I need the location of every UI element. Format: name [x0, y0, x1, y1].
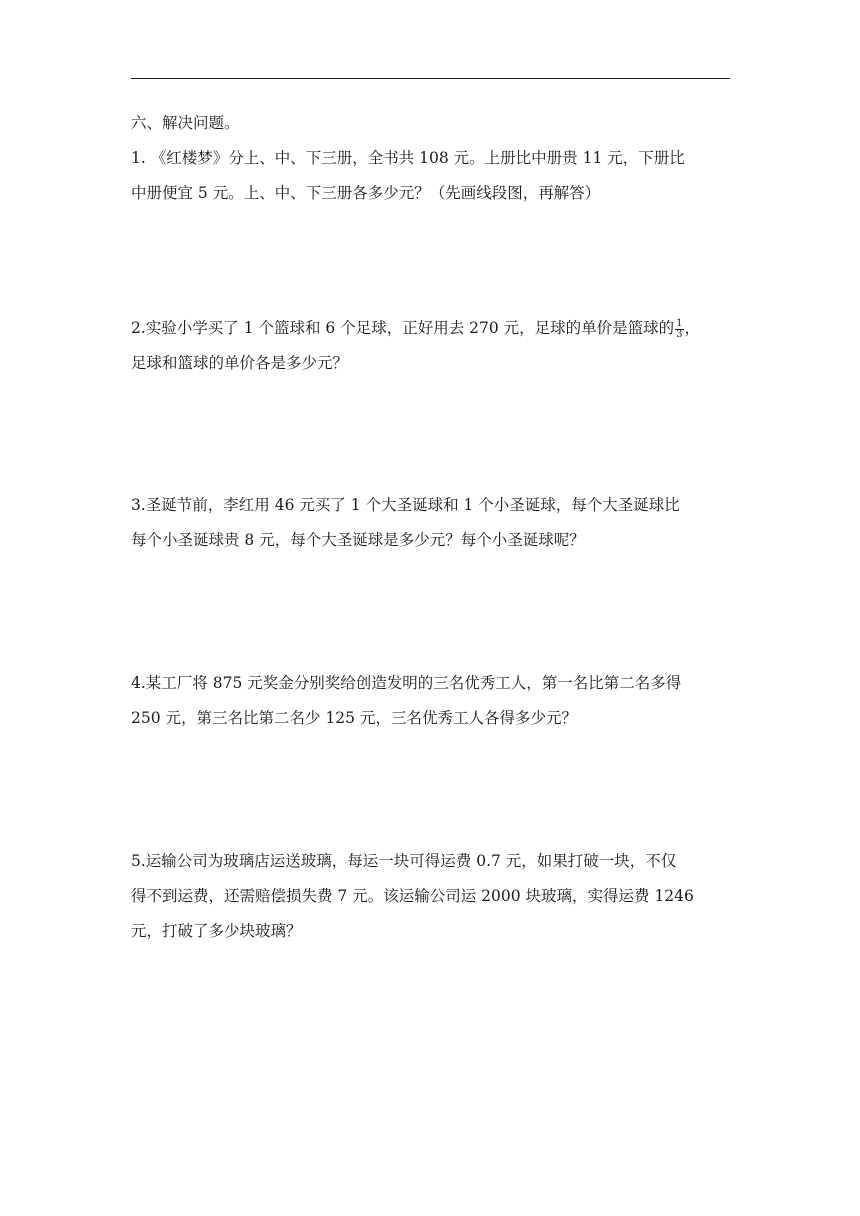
question-2-text: 2.实验小学买了 1 个篮球和 6 个足球，正好用去 270 元，足球的单价是篮球的 [131, 319, 675, 337]
question-2-comma: ， [684, 319, 701, 337]
question-2-line-1 [131, 311, 730, 346]
fraction-denominator: 3 [676, 328, 683, 340]
question-1 [131, 141, 730, 211]
question-4 [131, 666, 730, 736]
question-4-line-1: 4.某工厂将 875 元奖金分别奖给创造发明的三名优秀工人，第一名比第二名多得 [131, 674, 682, 692]
question-5-line-1: 5.运输公司为玻璃店运送玻璃，每运一块可得运费 0.7 元，如果打破一块，不仅 [131, 852, 677, 870]
question-5 [131, 844, 730, 949]
question-3-line-2: 每个小圣诞球贵 8 元，每个大圣诞球是多少元？每个小圣诞球呢？ [131, 531, 585, 549]
question-3-line-1: 3.圣诞节前，李红用 46 元买了 1 个大圣诞球和 1 个小圣诞球，每个大圣诞球比 [131, 496, 680, 514]
fraction-numerator: 1 [676, 317, 683, 329]
question-5-line-2: 得不到运费，还需赔偿损失费 7 元。该运输公司运 2000 块玻璃，实得运费 1246 [131, 887, 694, 905]
worksheet-body [131, 106, 730, 949]
question-1-line-1: 1. 《红楼梦》分上、中、下三册，全书共 108 元。上册比中册贵 11 元，下册比 [131, 149, 685, 167]
question-3 [131, 488, 730, 558]
question-4-line-2: 250 元，第三名比第二名少 125 元，三名优秀工人各得多少元？ [131, 709, 577, 727]
fraction-one-third [675, 319, 683, 340]
question-5-line-3: 元，打破了多少块玻璃？ [131, 922, 302, 940]
question-2 [131, 311, 730, 381]
question-2-line-2: 足球和篮球的单价各是多少元？ [131, 354, 349, 372]
section-title: 六、解决问题。 [131, 114, 240, 132]
question-1-line-2: 中册便宜 5 元。上、中、下三册各多少元？（先画线段图，再解答） [131, 184, 601, 202]
header-rule [131, 78, 730, 79]
